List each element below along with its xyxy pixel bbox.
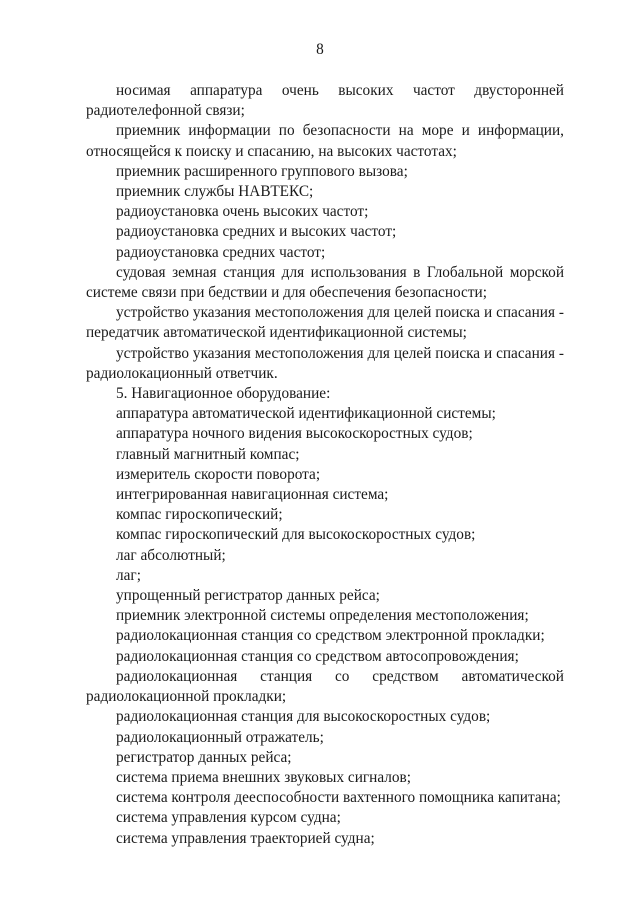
- list-item: радиоустановка средних и высоких частот;: [116, 223, 397, 241]
- list-item: компас гироскопический для высокоскоростных судов;: [116, 526, 476, 544]
- list-item: лаг абсолютный;: [116, 546, 226, 564]
- list-item: приемник расширенного группового вызова;: [116, 162, 408, 180]
- list-item: радиолокационная станция со средством электронной прокладки;: [116, 627, 545, 645]
- list-item: радиолокационный отражатель;: [116, 728, 324, 746]
- list-item: система управления траекторией судна;: [116, 829, 375, 847]
- list-item: интегрированная навигационная система;: [116, 486, 389, 504]
- list-item: 5. Навигационное оборудование:: [116, 385, 331, 403]
- list-item: упрощенный регистратор данных рейса;: [116, 587, 380, 605]
- list-item: компас гироскопический;: [116, 506, 283, 524]
- list-item: аппаратура ночного видения высокоскоростных судов;: [116, 425, 473, 443]
- list-item: радиолокационная станция со средством автоматической радиолокационной прокладки;: [86, 667, 564, 706]
- list-item: носимая аппаратура очень высоких частот двусторонней радиотелефонной связи;: [86, 82, 564, 120]
- list-item: аппаратура автоматической идентификационной системы;: [116, 405, 496, 423]
- list-item: радиолокационная станция со средством автосопровождения;: [116, 647, 519, 665]
- list-item: система управления курсом судна;: [116, 809, 341, 827]
- list-item: судовая земная станция для использования в Глобальной морской системе связи при бедствии и для обеспечения безопасности;: [86, 263, 564, 302]
- list-item: система приема внешних звуковых сигналов;: [116, 768, 412, 786]
- list-item: система контроля дееспособности вахтенного помощника капитана;: [116, 789, 561, 807]
- list-item: главный магнитный компас;: [116, 445, 300, 463]
- list-item: приемник информации по безопасности на море и информации, относящейся к поиску и спасанию, на высоких частотах;: [86, 122, 564, 160]
- list-item: приемник службы НАВТЕКС;: [116, 183, 314, 201]
- list-item: радиоустановка очень высоких частот;: [116, 203, 369, 221]
- document-body: [86, 81, 564, 849]
- list-item: радиоустановка средних частот;: [116, 243, 326, 261]
- list-item: приемник электронной системы определения местоположения;: [116, 607, 529, 625]
- list-item: регистратор данных рейса;: [116, 748, 292, 766]
- list-item: радиолокационная станция для высокоскоростных судов;: [116, 708, 491, 726]
- list-item: лаг;: [116, 566, 141, 584]
- page-number: 8: [316, 41, 324, 58]
- list-item: устройство указания местоположения для целей поиска и спасания - радиолокационный ответчик.: [86, 344, 564, 382]
- list-item: измеритель скорости поворота;: [116, 465, 321, 483]
- list-item: устройство указания местоположения для целей поиска и спасания - передатчик автоматической идентификационной системы;: [86, 304, 564, 342]
